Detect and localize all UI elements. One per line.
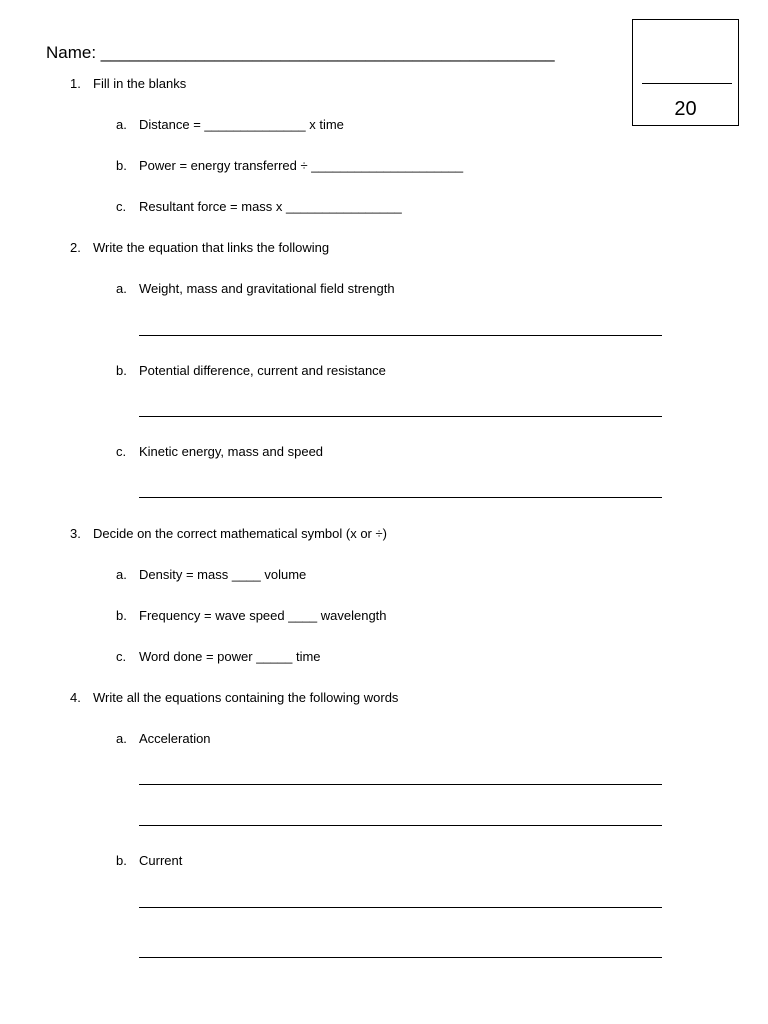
question-number: 3. — [70, 526, 81, 541]
part-text: Distance = ______________ x time — [139, 117, 344, 132]
part-letter: c. — [116, 649, 127, 664]
score-box — [632, 19, 739, 126]
answer-line[interactable] — [139, 416, 662, 417]
part-letter: b. — [116, 363, 127, 378]
answer-line[interactable] — [139, 957, 662, 958]
answer-line[interactable] — [139, 825, 662, 826]
part-letter: b. — [116, 853, 127, 868]
part-text: Density = mass ____ volume — [139, 567, 307, 582]
answer-line[interactable] — [139, 907, 662, 908]
part-text: Power = energy transferred ÷ _____________________ — [139, 158, 464, 173]
part-letter: b. — [116, 158, 127, 173]
name-field-label: Name: ________________________________________________ — [46, 43, 555, 62]
part-letter: a. — [116, 281, 127, 296]
part-text: Kinetic energy, mass and speed — [139, 444, 324, 459]
part-letter: a. — [116, 567, 127, 582]
question-text: Write the equation that links the following — [93, 240, 330, 255]
question-text: Write all the equations containing the following words — [93, 690, 399, 705]
part-letter: c. — [116, 444, 127, 459]
question-number: 4. — [70, 690, 81, 705]
question-text: Fill in the blanks — [93, 76, 187, 91]
part-text: Frequency = wave speed ____ wavelength — [139, 608, 387, 623]
question-number: 1. — [70, 76, 81, 91]
part-text: Resultant force = mass x ________________ — [139, 199, 402, 214]
part-letter: a. — [116, 731, 127, 746]
part-text: Acceleration — [139, 731, 211, 746]
score-total: 20 — [674, 98, 697, 120]
part-letter: a. — [116, 117, 127, 132]
part-letter: c. — [116, 199, 127, 214]
part-text: Current — [139, 853, 183, 868]
score-blank-line — [642, 83, 732, 84]
part-text: Word done = power _____ time — [139, 649, 321, 664]
answer-line[interactable] — [139, 335, 662, 336]
question-text: Decide on the correct mathematical symbol (x or ÷) — [93, 526, 387, 541]
answer-line[interactable] — [139, 497, 662, 498]
part-text: Weight, mass and gravitational field strength — [139, 281, 395, 296]
part-letter: b. — [116, 608, 127, 623]
question-number: 2. — [70, 240, 81, 255]
part-text: Potential difference, current and resistance — [139, 363, 386, 378]
answer-line[interactable] — [139, 784, 662, 785]
